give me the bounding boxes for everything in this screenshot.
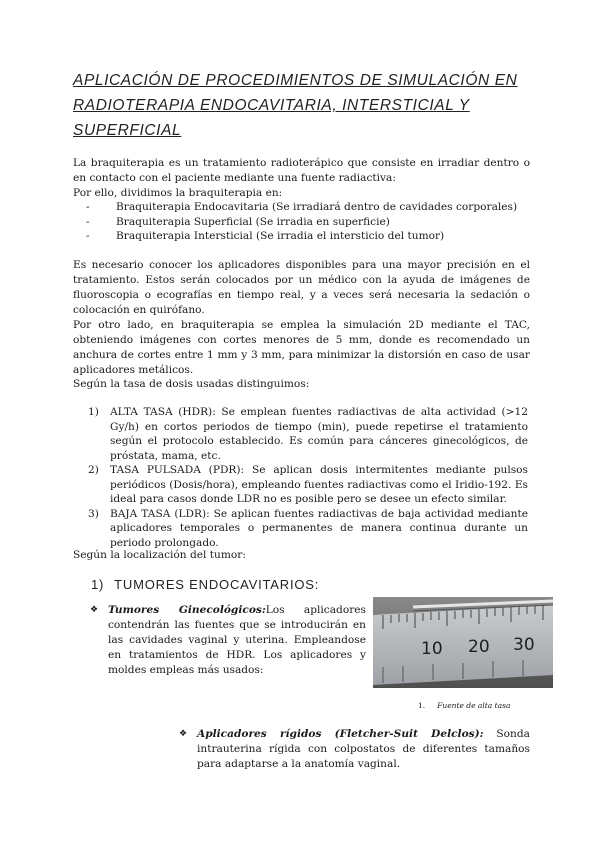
gynecological-tumors-item: ❖ Tumores Ginecológicos:Los aplicadores contendrán las fuentes que se introducirán en las cavidades vaginal y uterina. Empleandose en tratamientos de HDR. Los aplicadores y moldes empleas más usados:: [90, 604, 366, 676]
figure-caption: 1. Fuente de alta tasa: [418, 701, 511, 710]
dose-rate-intro: Según la tasa de dosis usadas distinguimos:: [73, 378, 310, 390]
intro-division-text: Por ello, dividimos la braquiterapia en:: [73, 187, 283, 199]
list-item: 2) TASA PULSADA (PDR): Se aplican dosis intermitentes mediante pulsos periódicos (Dosis/hora), empleando fuentes radiactivas como el Iridio-192. Es ideal para casos donde LDR no es posible pero se desee un efecto similar.: [88, 464, 528, 505]
ruler-label: 10: [421, 639, 443, 659]
brachytherapy-types-list: [86, 200, 526, 244]
ruler-photo: [373, 597, 553, 688]
section-heading: 1) TUMORES ENDOCAVITARIOS:: [91, 577, 320, 592]
list-item: - Braquiterapia Superficial (Se irradia en superficie): [86, 215, 390, 228]
ruler-image: [373, 597, 553, 688]
list-item: 1) ALTA TASA (HDR): Se emplean fuentes radiactivas de alta actividad (>12 Gy/h) en cortos periodos de tiempo (min), puede repetirse el tratamiento según el protocolo establecido. Es común para cánceres ginecológicos, de próstata, mama, etc.: [88, 406, 528, 462]
list-item: - Braquiterapia Intersticial (Se irradia el intersticio del tumor): [86, 230, 445, 242]
ruler-label: 20: [468, 637, 490, 657]
diamond-bullet-icon: ❖: [90, 605, 99, 615]
simulation-paragraph: Por otro lado, en braquiterapia se emplea la simulación 2D mediante el TAC, obteniendo imágenes con cortes menores de 5 mm, donde es recomendado un anchura de cortes entre 1 mm y 3 mm, para minimizar la distorsión en caso de usar aplicadores metálicos.: [73, 319, 530, 376]
list-item: - Braquiterapia Endocavitaria (Se irradiará dentro de cavidades corporales): [86, 201, 518, 213]
rigid-applicators-item: ❖ Aplicadores rígidos (Fletcher-Suit Delclos): Sonda intrauterina rígida con colpostatos de diferentes tamaños para adaptarse a la anatomía vaginal.: [179, 728, 530, 770]
intro-paragraph: La braquiterapia es un tratamiento radioterápico que consiste en irradiar dentro o en contacto con el paciente mediante una fuente radiactiva:: [73, 157, 530, 184]
dose-rate-list: [88, 405, 528, 550]
location-intro: Según la localización del tumor:: [73, 549, 246, 561]
ruler-label: 30: [513, 635, 535, 655]
list-item: 3) BAJA TASA (LDR): Se aplican fuentes radiactivas de baja actividad mediante aplicadores temporales o permanentes de manera continua durante un periodo prolongado.: [88, 507, 528, 549]
diamond-bullet-icon: ❖: [179, 729, 188, 739]
applicators-paragraph: Es necesario conocer los aplicadores disponibles para una mayor precisión en el tratamiento. Estos serán colocados por un médico con la ayuda de imágenes de fluoroscopia o ecografías en tiempo real, y a veces será necesaria la sedación o colocación en quirófano.: [73, 259, 530, 316]
page-title: APLICACIÓN DE PROCEDIMIENTOS DE SIMULACIÓN EN RADIOTERAPIA ENDOCAVITARIA, INTERSTICIAL Y SUPERFICIAL: [73, 72, 518, 139]
